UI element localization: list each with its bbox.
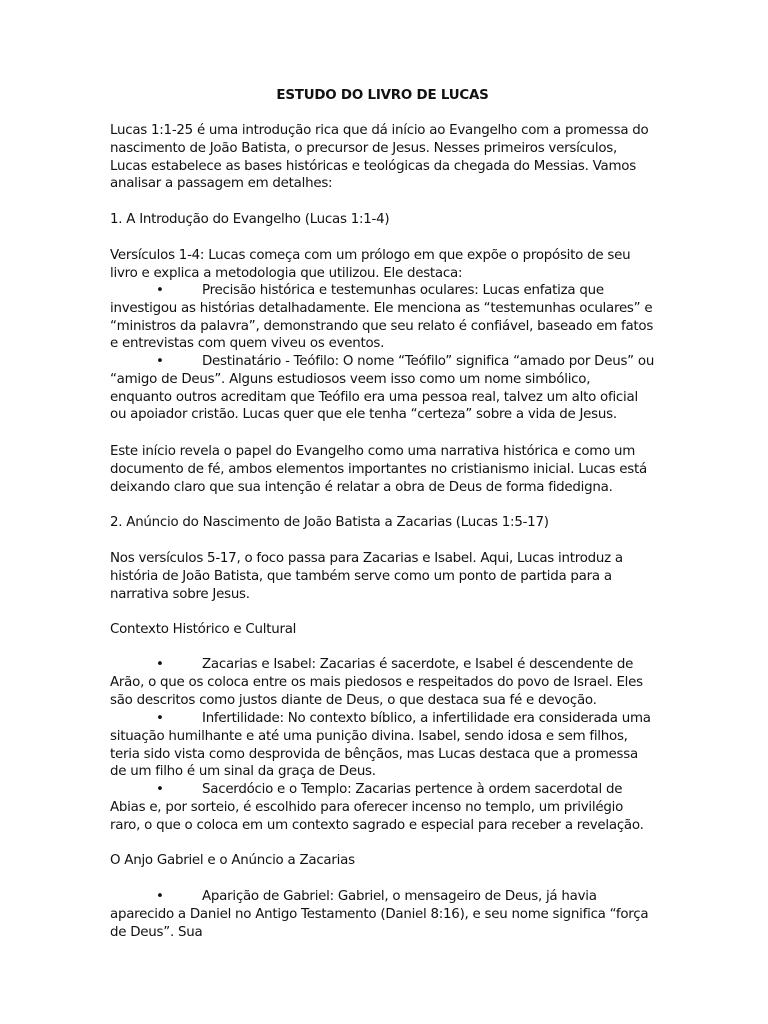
section1-paragraph: Versículos 1-4: Lucas começa com um prólogo em que expõe o propósito de seu livro e explica a metodologia que utilizou. Ele destaca: (110, 248, 631, 281)
intro-paragraph: Lucas 1:1-25 é uma introdução rica que dá início ao Evangelho com a promessa do nascimento de João Batista, o precursor de Jesus. Nesses primeiros versículos, Lucas estabelece as bases históricas e teológicas da chegada do Messias. Vamos analisar a passagem em detalhes: (110, 123, 649, 192)
subheading-context: Contexto Histórico e Cultural (110, 622, 297, 637)
section2-heading: 2. Anúncio do Nascimento de João Batista a Zacarias (Lucas 1:5-17) (110, 515, 549, 530)
section2-paragraph: Nos versículos 5-17, o foco passa para Zacarias e Isabel. Aqui, Lucas introduz a história de João Batista, que também serve como um ponto de partida para a narrativa sobre Jesus. (110, 551, 623, 602)
bullet-icon: • (156, 283, 164, 298)
bullet-icon: • (156, 711, 164, 726)
list-item: • Precisão histórica e testemunhas oculares: Lucas enfatiza que investigou as histórias detalhadamente. Ele menciona as “testemunhas oculares” e “ministros da palavra”, demonstrando que seu relato é confiável, baseado em fatos e entrevistas com quem viveu os eventos. (110, 283, 654, 352)
list-item: • Infertilidade: No contexto bíblico, a infertilidade era considerada uma situação humilhante e até uma punição divina. Isabel, sendo idosa e sem filhos, teria sido vista como desprovida de bênçãos, mas Lucas destaca que a promessa de um filho é um sinal da graça de Deus. (110, 711, 651, 780)
section1-closing-paragraph: Este início revela o papel do Evangelho como uma narrativa histórica e como um documento de fé, ambos elementos importantes no cristianismo inicial. Lucas está deixando claro que sua intenção é relatar a obra de Deus de forma fidedigna. (110, 444, 647, 495)
subheading-angel: O Anjo Gabriel e o Anúncio a Zacarias (110, 853, 355, 868)
section1-heading: 1. A Introdução do Evangelho (Lucas 1:1-4) (110, 212, 390, 227)
bullet-icon: • (156, 889, 164, 904)
document-title: ESTUDO DO LIVRO DE LUCAS (276, 88, 489, 103)
list-item: • Destinatário - Teófilo: O nome “Teófilo” significa “amado por Deus” ou “amigo de Deus”. Alguns estudiosos veem isso como um nome simbólico, enquanto outros acreditam que Teófilo era uma pessoa real, talvez um alto oficial ou apoiador cristão. Lucas quer que ele tenha “certeza” sobre a vida de Jesus. (110, 354, 655, 423)
list-item: • Sacerdócio e o Templo: Zacarias pertence à ordem sacerdotal de Abias e, por sorteio, é escolhido para oferecer incenso no templo, um privilégio raro, o que o coloca em um contexto sagrado e especial para receber a revelação. (110, 782, 644, 833)
list-item: • Aparição de Gabriel: Gabriel, o mensageiro de Deus, já havia aparecido a Daniel no Antigo Testamento (Daniel 8:16), e seu nome significa “força de Deus”. Sua (110, 889, 649, 940)
bullet-icon: • (156, 782, 164, 797)
bullet-icon: • (156, 657, 164, 672)
bullet-icon: • (156, 354, 164, 369)
list-item: • Zacarias e Isabel: Zacarias é sacerdote, e Isabel é descendente de Arão, o que os coloca entre os mais piedosos e respeitados do povo de Israel. Eles são descritos como justos diante de Deus, o que destaca sua fé e devoção. (110, 657, 643, 708)
